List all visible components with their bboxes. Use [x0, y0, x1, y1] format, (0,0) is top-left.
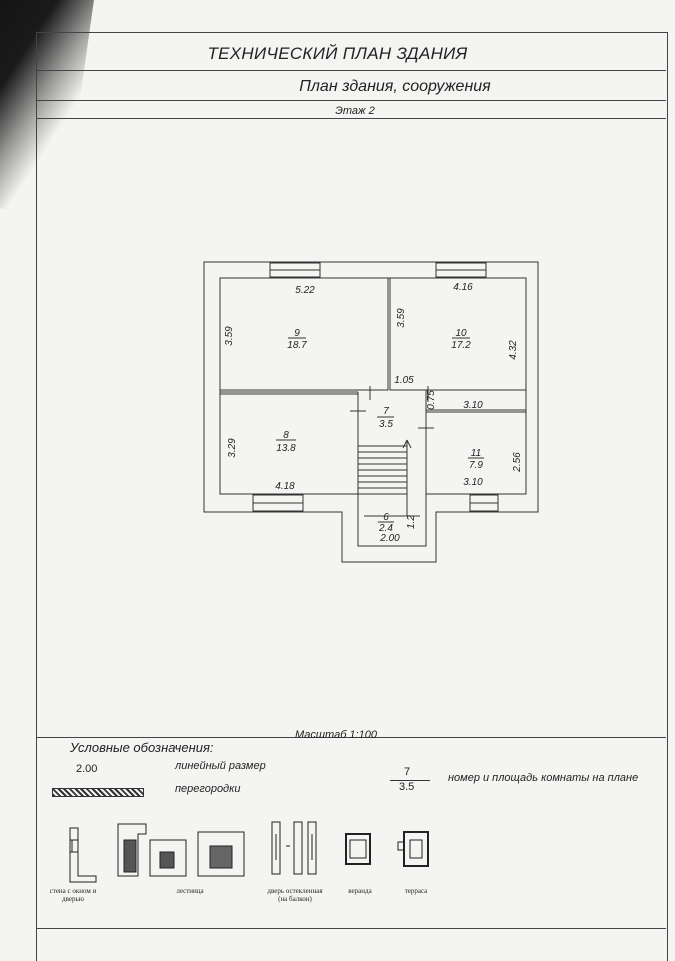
legend-partition-label: перегородки: [175, 783, 241, 795]
room-6-number: 6: [383, 512, 389, 523]
dim-12: 1.2: [406, 515, 417, 529]
room-10-area: 17.2: [451, 340, 471, 351]
legend-linear-label: линейный размер: [175, 760, 266, 772]
dim-416: 4.16: [453, 282, 473, 293]
room-6-area: 2.4: [379, 523, 393, 534]
room-8-area: 13.8: [276, 443, 296, 454]
dim-075: 0.75: [426, 390, 437, 410]
legend-room-label: номер и площадь комнаты на плане: [448, 772, 639, 784]
dim-359-left: 3.59: [224, 326, 235, 346]
dim-432: 4.32: [508, 340, 519, 360]
dim-310-bottom: 3.10: [463, 477, 483, 488]
room-11-area: 7.9: [469, 460, 483, 471]
wall-window-door-symbol: [70, 828, 96, 882]
floor-label: Этаж 2: [335, 105, 375, 117]
room-9-number: 9: [294, 328, 300, 339]
dim-359-right: 3.59: [396, 308, 407, 328]
legend-glazed-door-label: [255, 887, 335, 903]
legend-linear-example: 2.00: [76, 763, 98, 775]
page-title: ТЕХНИЧЕСКИЙ ПЛАН ЗДАНИЯ: [207, 44, 468, 63]
dim-200: 2.00: [380, 533, 400, 544]
dim-418: 4.18: [275, 481, 295, 492]
legend-wall-label-line1: стена с окном и: [49, 887, 97, 895]
glazed-door-symbol: [272, 822, 316, 874]
page-subtitle: План здания, сооружения: [299, 78, 491, 95]
legend-title: Условные обозначения:: [70, 740, 214, 755]
dim-522: 5.22: [295, 285, 315, 296]
legend-wall-window-door-label: [33, 887, 113, 903]
room-9-area: 18.7: [287, 340, 307, 351]
dim-329: 3.29: [227, 438, 238, 458]
dim-105: 1.05: [394, 375, 414, 386]
scale-label: Масштаб 1:100: [295, 729, 377, 741]
veranda-symbol: [346, 834, 370, 864]
legend-wall-label-line2: дверью: [62, 895, 84, 903]
terrace-symbol: [398, 832, 428, 866]
legend-veranda-label: веранда: [348, 887, 372, 895]
legend-glazed-label-line2: (на балкон): [278, 895, 312, 903]
room-11-number: 11: [470, 448, 482, 459]
legend-room-number-example: 7: [404, 766, 411, 778]
legend-glazed-label-line1: дверь остекленная: [267, 887, 323, 895]
room-8-number: 8: [283, 430, 289, 441]
dim-256: 2.56: [512, 452, 523, 472]
room-10-number: 10: [455, 328, 467, 339]
legend-room-area-example: 3.5: [399, 781, 415, 793]
legend-stairs-label: лестница: [176, 887, 204, 895]
room-7-number: 7: [383, 406, 389, 417]
legend-terrace-label: терраса: [404, 887, 428, 895]
stairs-symbol: [118, 824, 244, 876]
dim-310-top: 3.10: [463, 400, 483, 411]
room-7-area: 3.5: [379, 419, 393, 430]
